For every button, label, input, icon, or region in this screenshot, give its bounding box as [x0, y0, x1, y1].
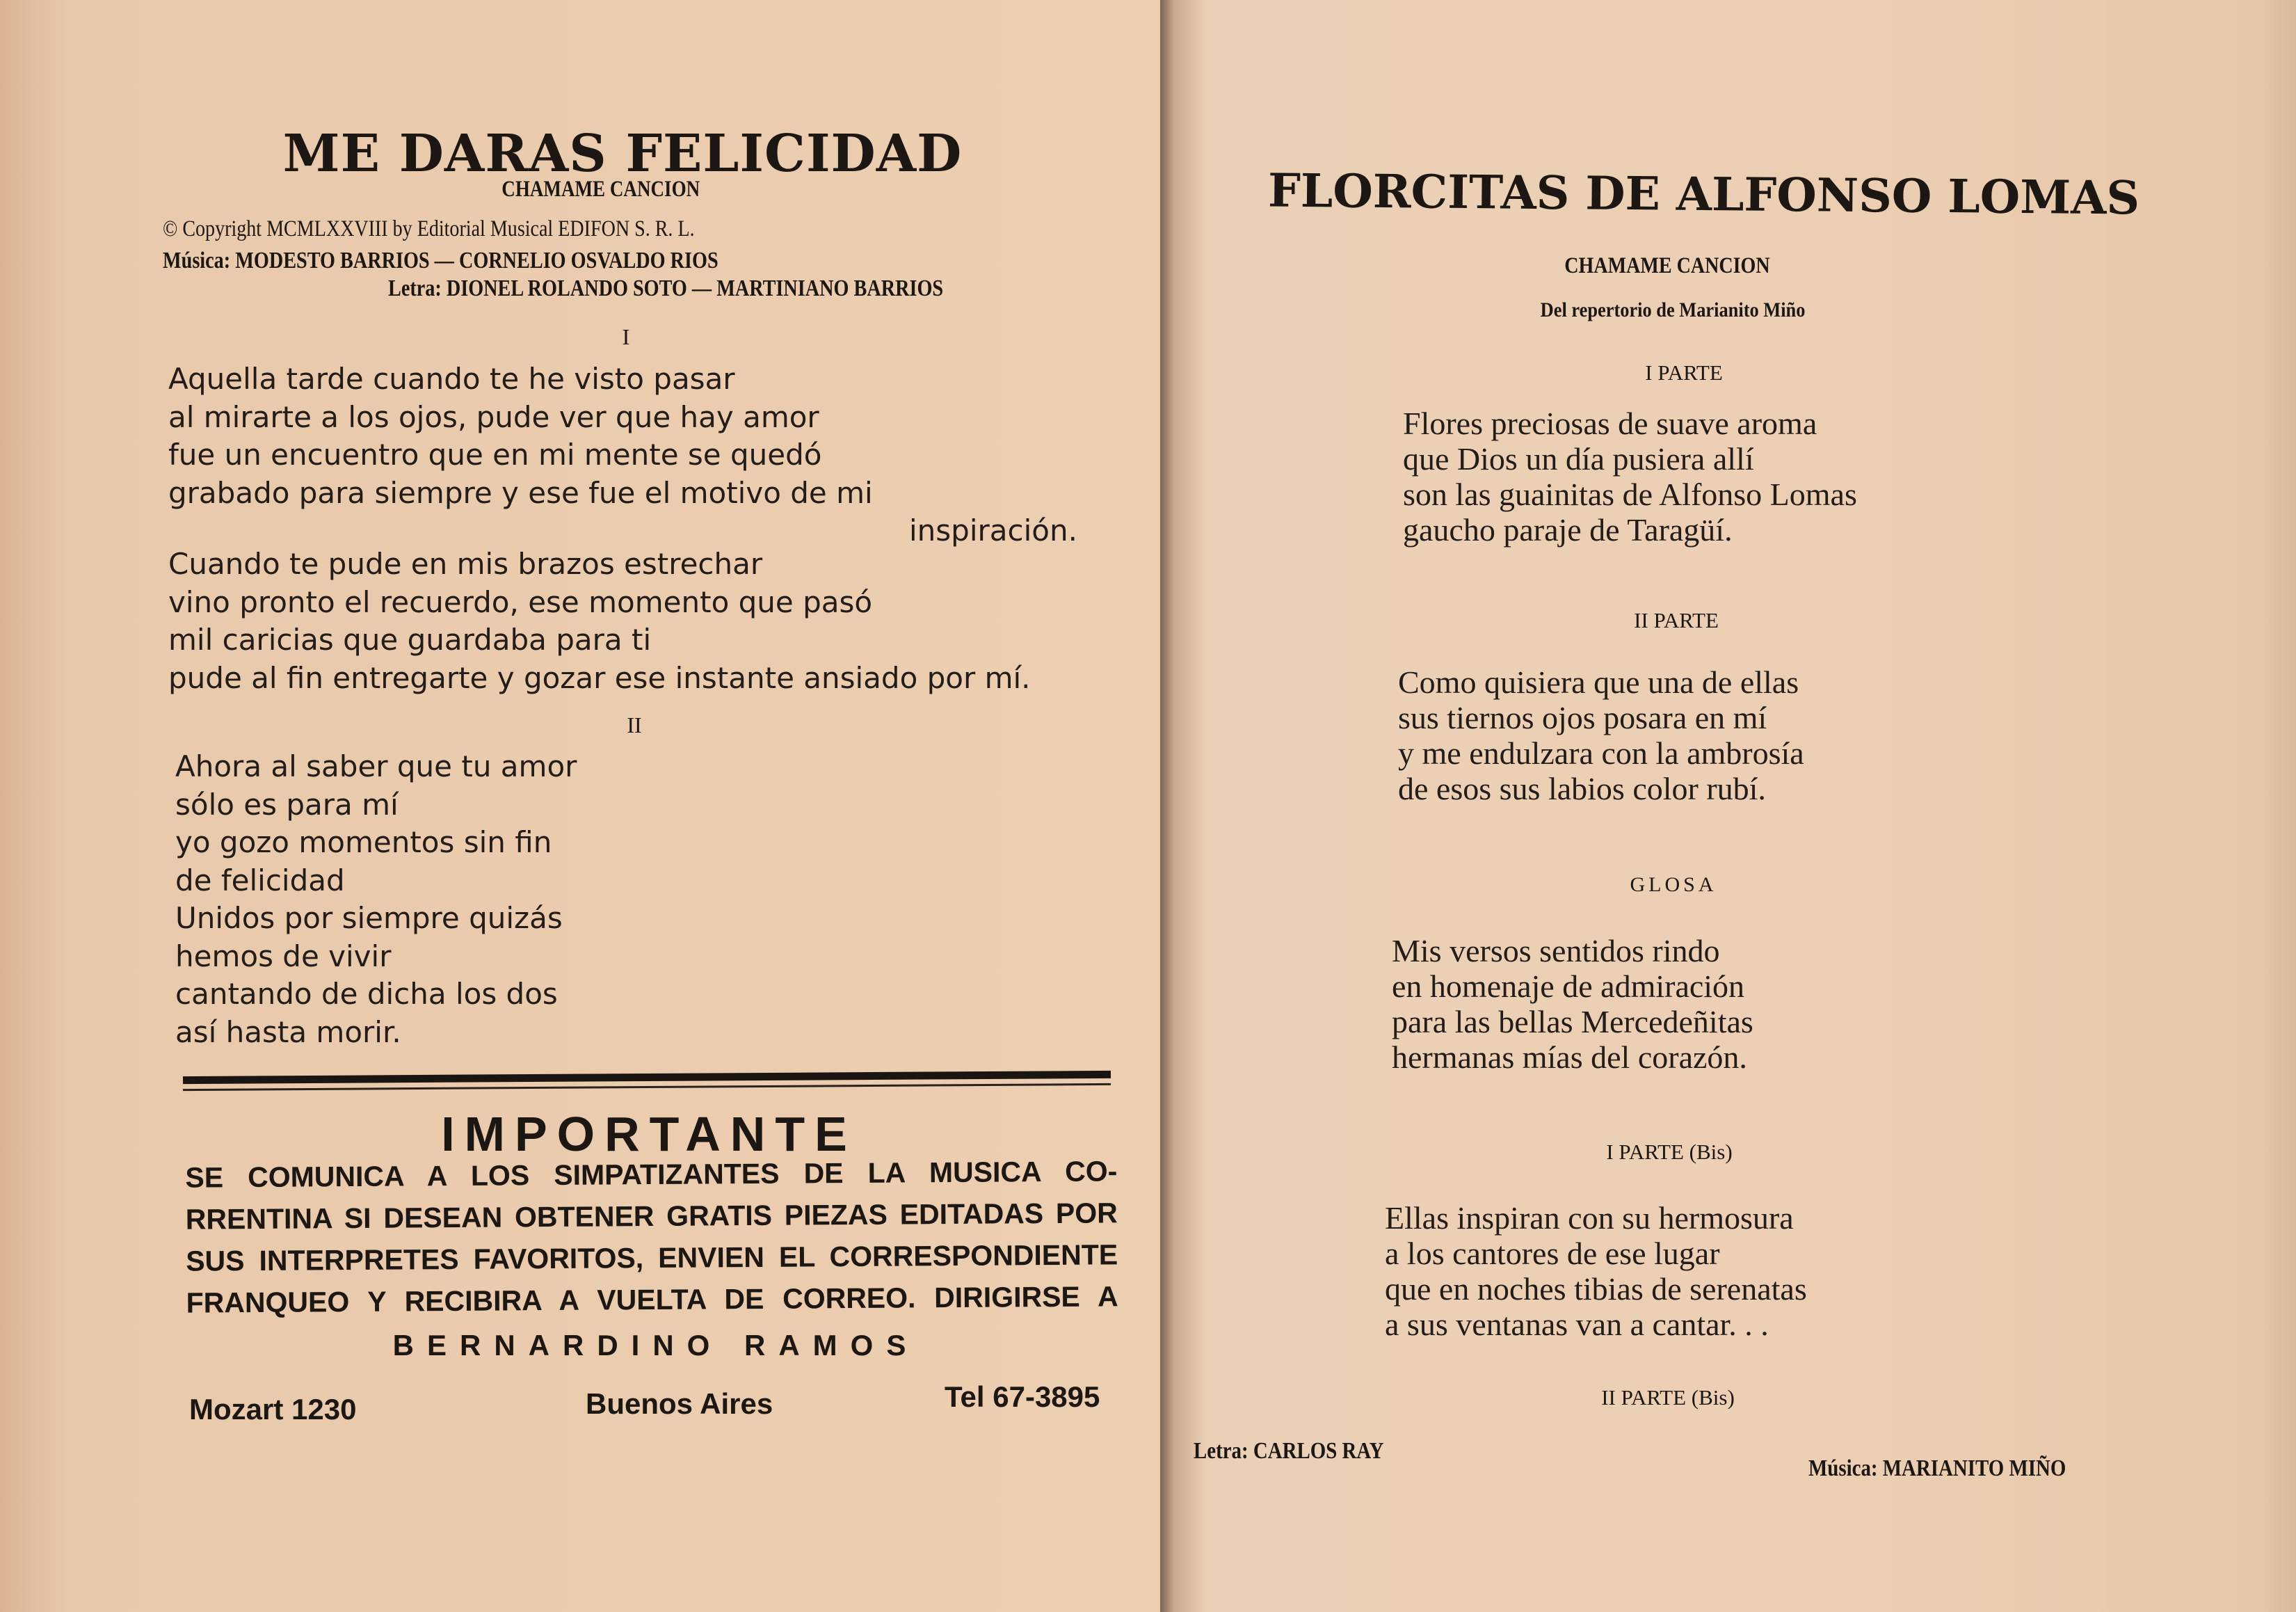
- song-title: FLORCITAS DE ALFONSO LOMAS: [1267, 163, 2140, 225]
- divider-rule: [183, 1083, 1111, 1091]
- section-heading: I: [622, 324, 630, 349]
- stanza: [1385, 1200, 1807, 1342]
- lyric-line: para las bellas Mercedeñitas: [1392, 1004, 1753, 1039]
- lyric-line: Aquella tarde cuando te he visto pasar: [168, 362, 735, 396]
- lyric-line: yo gozo momentos sin fin: [175, 825, 552, 859]
- lyric-line: hermanas mías del corazón.: [1392, 1039, 1747, 1075]
- lyric-line: Unidos por siempre quizás: [175, 901, 563, 935]
- notice-name: BERNARDINO RAMOS: [392, 1329, 920, 1362]
- lyric-line: hemos de vivir: [175, 939, 392, 973]
- lyric-line: a los cantores de ese lugar: [1385, 1236, 1720, 1271]
- lyric-line: y me endulzara con la ambrosía: [1398, 735, 1804, 771]
- repertoire-note: Del repertorio de Marianito Miño: [1540, 298, 1806, 321]
- section-heading: II: [627, 712, 642, 737]
- lyric-line: Ahora al saber que tu amor: [175, 749, 577, 783]
- lyric-line: gaucho paraje de Taragüí.: [1403, 512, 1733, 548]
- lyric-line: Mis versos sentidos rindo: [1392, 933, 1720, 968]
- lyric-line: fue un encuentro que en mi mente se quedó: [168, 438, 822, 472]
- lyrics-credit: Letra: DIONEL ROLANDO SOTO — MARTINIANO BARRIOS: [388, 276, 944, 301]
- stanza: [168, 360, 1077, 550]
- lyric-line: Flores preciosas de suave aroma: [1403, 406, 1817, 441]
- lyric-line: cantando de dicha los dos: [175, 977, 558, 1011]
- stanza: [1392, 933, 1753, 1075]
- right-page: [1160, 0, 2296, 1612]
- lyric-line: que en noches tibias de serenatas: [1385, 1271, 1807, 1307]
- lyric-line: sólo es para mí: [175, 787, 399, 822]
- lyric-line: grabado para siempre y ese fue el motivo de mi: [168, 475, 873, 510]
- stanza: [1398, 664, 1804, 806]
- lyric-line: mil caricias que guardaba para ti: [168, 623, 652, 657]
- lyric-line: así hasta morir.: [175, 1014, 401, 1049]
- lyric-line: al mirarte a los ojos, pude ver que hay amor: [168, 399, 819, 434]
- section-heading: I PARTE: [1645, 360, 1723, 385]
- lyric-line: vino pronto el recuerdo, ese momento que pasó: [168, 584, 873, 619]
- stanza: [175, 748, 577, 1051]
- lyric-line: Cuando te pude en mis brazos estrechar: [168, 547, 763, 581]
- divider-rule: [183, 1071, 1111, 1084]
- song-subtitle: CHAMAME CANCION: [501, 177, 700, 202]
- music-credit: Música: MODESTO BARRIOS — CORNELIO OSVALDO RIOS: [163, 248, 718, 273]
- lyric-line: sus tiernos ojos posara en mí: [1398, 700, 1767, 735]
- lyric-line: que Dios un día pusiera allí: [1403, 441, 1754, 477]
- copyright: © Copyright MCMLXXVIII by Editorial Musical EDIFON S. R. L.: [163, 216, 695, 241]
- notice-line: RRENTINA SI DESEAN OBTENER GRATIS PIEZAS EDITADAS POR: [185, 1197, 1118, 1236]
- lyric-line: inspiración.: [909, 513, 1077, 548]
- music-credit: Música: MARIANITO MIÑO: [1808, 1455, 2066, 1481]
- notice-phone: Tel 67-3895: [945, 1380, 1100, 1413]
- lyric-line: Ellas inspiran con su hermosura: [1385, 1200, 1794, 1236]
- lyric-line: de esos sus labios color rubí.: [1398, 771, 1766, 806]
- stanza: [1403, 406, 1857, 548]
- lyric-line: pude al fin entregarte y gozar ese instante ansiado por mí.: [168, 660, 1031, 695]
- lyric-line: en homenaje de admiración: [1392, 968, 1745, 1004]
- lyric-line: son las guainitas de Alfonso Lomas: [1403, 477, 1857, 512]
- notice-line: SUS INTERPRETES FAVORITOS, ENVIEN EL CORRESPONDIENTE: [186, 1238, 1118, 1277]
- notice-city: Buenos Aires: [586, 1387, 773, 1420]
- section-heading: I PARTE (Bis): [1606, 1140, 1733, 1164]
- stanza: [168, 545, 1031, 697]
- notice-line: SE COMUNICA A LOS SIMPATIZANTES DE LA MUSICA CO-: [185, 1155, 1118, 1194]
- notice-line: FRANQUEO Y RECIBIRA A VUELTA DE CORREO. DIRIGIRSE A: [186, 1280, 1118, 1319]
- section-heading: GLOSA: [1630, 873, 1717, 896]
- lyrics-credit: Letra: CARLOS RAY: [1194, 1438, 1384, 1464]
- song-subtitle: CHAMAME CANCION: [1564, 253, 1770, 278]
- notice-body: [185, 1150, 1118, 1323]
- section-heading: II PARTE (Bis): [1601, 1385, 1735, 1410]
- lyric-line: Como quisiera que una de ellas: [1398, 664, 1799, 700]
- lyric-line: a sus ventanas van a cantar. . .: [1385, 1307, 1769, 1342]
- lyric-line: de felicidad: [175, 863, 345, 897]
- notice-heading: IMPORTANTE: [441, 1107, 857, 1161]
- song-title: ME DARAS FELICIDAD: [282, 124, 963, 184]
- section-heading: II PARTE: [1634, 608, 1719, 632]
- notice-address: Mozart 1230: [189, 1393, 357, 1426]
